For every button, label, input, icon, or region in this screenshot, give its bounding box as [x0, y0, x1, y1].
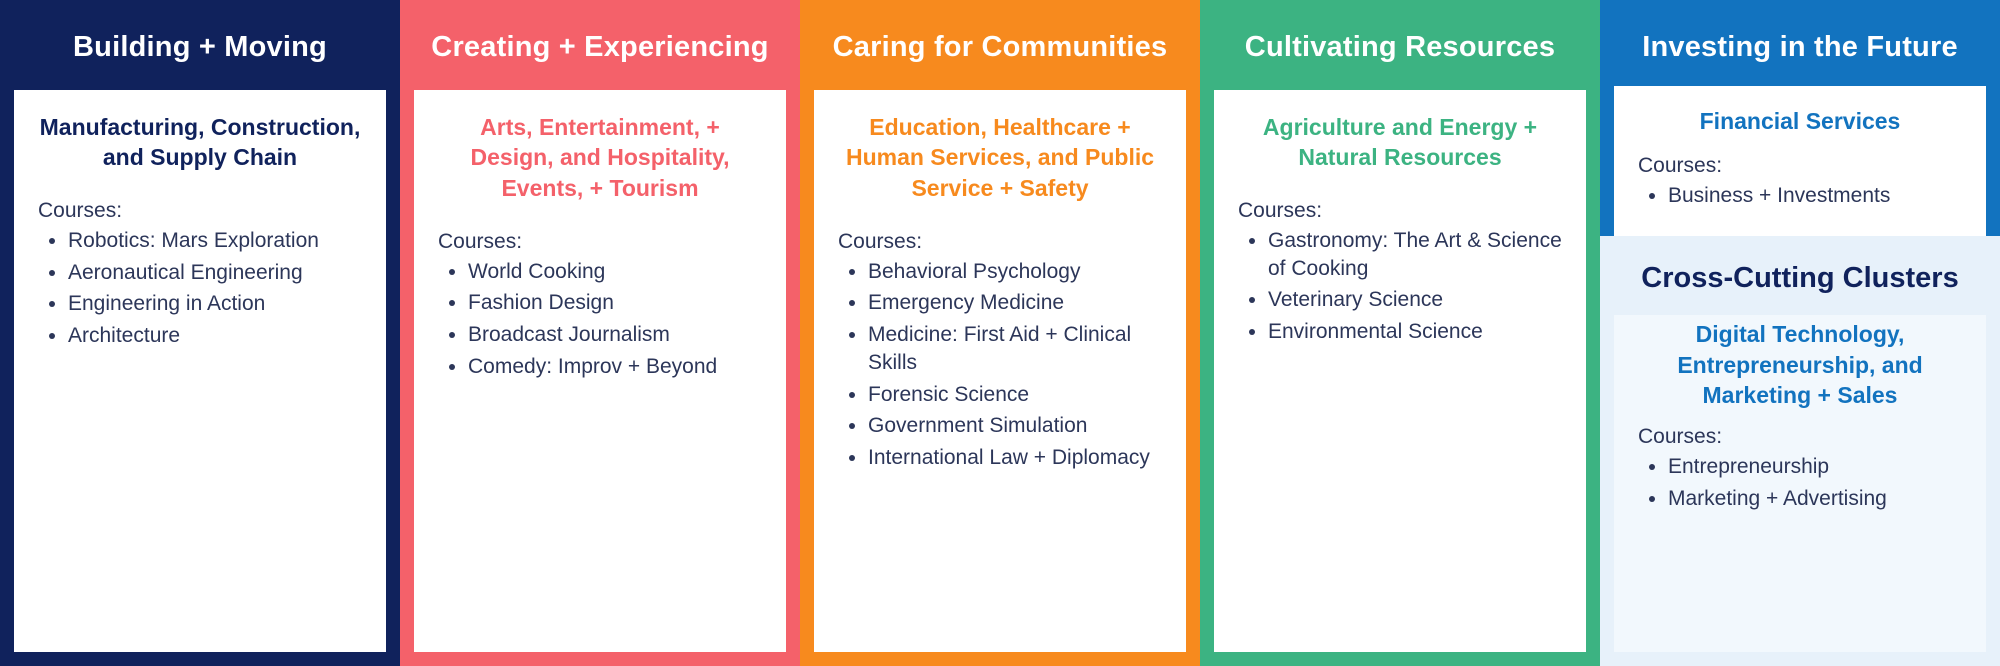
- cluster-card-creating-experiencing: [414, 90, 786, 652]
- cluster-card-title: Financial Services: [1699, 107, 1901, 134]
- course-list-caring-for-communities: [838, 258, 1162, 472]
- list-item: • Marketing + Advertising: [1668, 485, 1962, 513]
- courses-label: Courses:: [1638, 154, 1723, 178]
- cluster-card-title: Manufacturing, Construction, and Supply Chain: [39, 113, 361, 171]
- cluster-card-title: Education, Healthcare + Human Services, and Public Service + Safety: [845, 113, 1155, 202]
- list-item: • Comedy: Improv + Beyond: [468, 353, 762, 381]
- list-item: • Medicine: First Aid + Clinical Skills: [868, 321, 1162, 376]
- cluster-header-cultivating-resources: Cultivating Resources: [1244, 31, 1556, 63]
- courses-label: Courses:: [838, 229, 923, 253]
- courses-label: Courses:: [1638, 424, 1723, 448]
- courses-label: Courses:: [1238, 199, 1323, 223]
- course-list-financial-services: [1638, 182, 1962, 210]
- course-list-building-moving: [38, 227, 362, 350]
- courses-label: Courses:: [438, 229, 523, 253]
- cluster-card-financial-services: [1614, 86, 1986, 236]
- cluster-header-investing-in-the-future: Investing in the Future: [1642, 31, 1958, 63]
- cluster-column-creating-experiencing: [400, 0, 800, 666]
- list-item: • Architecture: [68, 322, 362, 350]
- list-item: • Business + Investments: [1668, 182, 1962, 210]
- list-item: • Gastronomy: The Art & Science of Cooking: [1268, 227, 1562, 282]
- courses-label: Courses:: [38, 199, 123, 223]
- cluster-header-caring-for-communities: Caring for Communities: [832, 31, 1168, 63]
- cluster-card-cultivating-resources: [1214, 90, 1586, 652]
- list-item: • Veterinary Science: [1268, 286, 1562, 314]
- list-item: • Forensic Science: [868, 381, 1162, 409]
- course-list-cultivating-resources: [1238, 227, 1562, 346]
- cluster-column-cultivating-resources: [1200, 0, 1600, 666]
- list-item: • Fashion Design: [468, 289, 762, 317]
- cluster-header-building-moving: Building + Moving: [73, 31, 327, 63]
- cluster-card-title: Arts, Entertainment, + Design, and Hospitality, Events, + Tourism: [470, 113, 730, 202]
- cluster-header-creating-experiencing: Creating + Experiencing: [431, 31, 769, 63]
- investing-block: [1600, 0, 2000, 236]
- list-item: • Engineering in Action: [68, 290, 362, 318]
- cluster-column-investing-in-the-future: [1600, 0, 2000, 666]
- cluster-card-cross-cutting: [1614, 315, 1986, 652]
- list-item: • Entrepreneurship: [1668, 453, 1962, 481]
- cross-cutting-header: Cross-Cutting Clusters: [1641, 262, 1959, 295]
- list-item: • Government Simulation: [868, 412, 1162, 440]
- list-item: • Behavioral Psychology: [868, 258, 1162, 286]
- list-item: • Aeronautical Engineering: [68, 259, 362, 287]
- list-item: • Emergency Medicine: [868, 289, 1162, 317]
- cluster-card-title: Agriculture and Energy + Natural Resources: [1262, 113, 1538, 171]
- cluster-column-building-moving: [0, 0, 400, 666]
- course-list-cross-cutting: [1638, 453, 1962, 512]
- list-item: • International Law + Diplomacy: [868, 444, 1162, 472]
- list-item: • Robotics: Mars Exploration: [68, 227, 362, 255]
- cluster-card-title: Digital Technology, Entrepreneurship, and Marketing + Sales: [1677, 321, 1923, 409]
- cluster-column-caring-for-communities: [800, 0, 1200, 666]
- course-list-creating-experiencing: [438, 258, 762, 381]
- list-item: • World Cooking: [468, 258, 762, 286]
- list-item: • Broadcast Journalism: [468, 321, 762, 349]
- cluster-card-caring-for-communities: [814, 90, 1186, 652]
- cluster-card-building-moving: [14, 90, 386, 652]
- list-item: • Environmental Science: [1268, 318, 1562, 346]
